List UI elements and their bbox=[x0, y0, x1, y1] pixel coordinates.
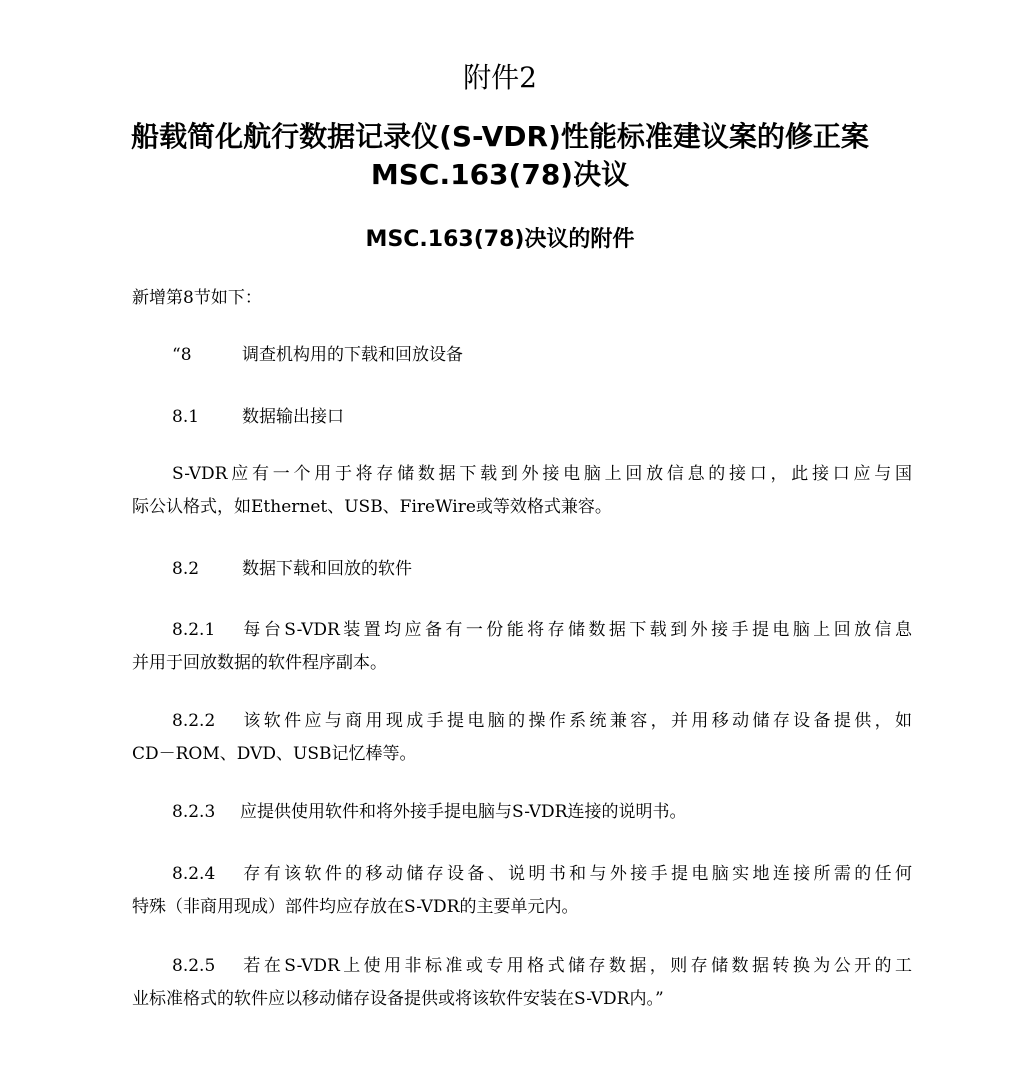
section-8-number: “8 bbox=[172, 345, 192, 365]
section-8-2-2-line-2: CD－ROM、DVD、USB记忆棒等。 bbox=[132, 744, 417, 764]
section-8-1-title: 数据输出接口 bbox=[242, 407, 344, 427]
section-8-2-2-paragraph bbox=[132, 705, 912, 771]
section-8-1-number: 8.1 bbox=[172, 407, 200, 427]
section-8-2-4-line-1: 存有该软件的移动储存设备、说明书和与外接手提电脑实地连接所需的任何 bbox=[240, 864, 912, 884]
section-8-1-heading bbox=[132, 401, 912, 434]
section-8-2-5-line-2: 业标准格式的软件应以移动储存设备提供或将该软件安装在S-VDR内。” bbox=[132, 989, 664, 1009]
section-8-1-line-1: S-VDR应有一个用于将存储数据下载到外接电脑上回放信息的接口，此接口应与国 bbox=[172, 464, 912, 484]
document-title bbox=[0, 118, 1000, 194]
section-8-2-1-paragraph bbox=[132, 614, 912, 680]
section-8-2-heading bbox=[132, 553, 912, 586]
section-8-2-5-line-1: 若在S-VDR上使用非标准或专用格式储存数据，则存储数据转换为公开的工 bbox=[240, 956, 912, 976]
section-8-2-number: 8.2 bbox=[172, 559, 200, 579]
section-8-2-4-number: 8.2.4 bbox=[172, 864, 216, 884]
title-line-2: MSC.163(78)决议 bbox=[370, 158, 630, 191]
section-8-2-5-paragraph bbox=[132, 950, 912, 1016]
section-8-1-line-2: 际公认格式，如Ethernet、USB、FireWire或等效格式兼容。 bbox=[132, 497, 612, 517]
section-8-2-2-number: 8.2.2 bbox=[172, 711, 216, 731]
document-subtitle: MSC.163(78)决议的附件 bbox=[365, 227, 635, 252]
section-8-2-title: 数据下载和回放的软件 bbox=[242, 559, 412, 579]
intro-text: 新增第8节如下： bbox=[132, 288, 262, 308]
section-8-heading bbox=[132, 339, 912, 372]
section-8-2-2-line-1: 该软件应与商用现成手提电脑的操作系统兼容，并用移动储存设备提供，如 bbox=[240, 711, 912, 731]
section-8-2-1-number: 8.2.1 bbox=[172, 620, 216, 640]
section-8-2-1-line-1: 每台S-VDR装置均应备有一份能将存储数据下载到外接手提电脑上回放信息 bbox=[240, 620, 912, 640]
section-8-2-4-line-2: 特殊（非商用现成）部件均应存放在S-VDR的主要单元内。 bbox=[132, 897, 579, 917]
annex-label: 附件2 bbox=[463, 61, 537, 94]
section-8-2-4-paragraph bbox=[132, 858, 912, 924]
section-8-2-3-paragraph bbox=[132, 796, 912, 829]
section-8-1-paragraph bbox=[132, 458, 912, 524]
section-8-2-3-number: 8.2.3 bbox=[172, 802, 216, 822]
section-8-2-1-line-2: 并用于回放数据的软件程序副本。 bbox=[132, 653, 387, 673]
intro-paragraph bbox=[132, 282, 912, 315]
section-8-2-5-number: 8.2.5 bbox=[172, 956, 216, 976]
section-8-2-3-line-1: 应提供使用软件和将外接手提电脑与S-VDR连接的说明书。 bbox=[240, 802, 687, 822]
title-line-1: 船载简化航行数据记录仪(S-VDR)性能标准建议案的修正案 bbox=[131, 120, 869, 153]
section-8-title: 调查机构用的下载和回放设备 bbox=[242, 345, 463, 365]
